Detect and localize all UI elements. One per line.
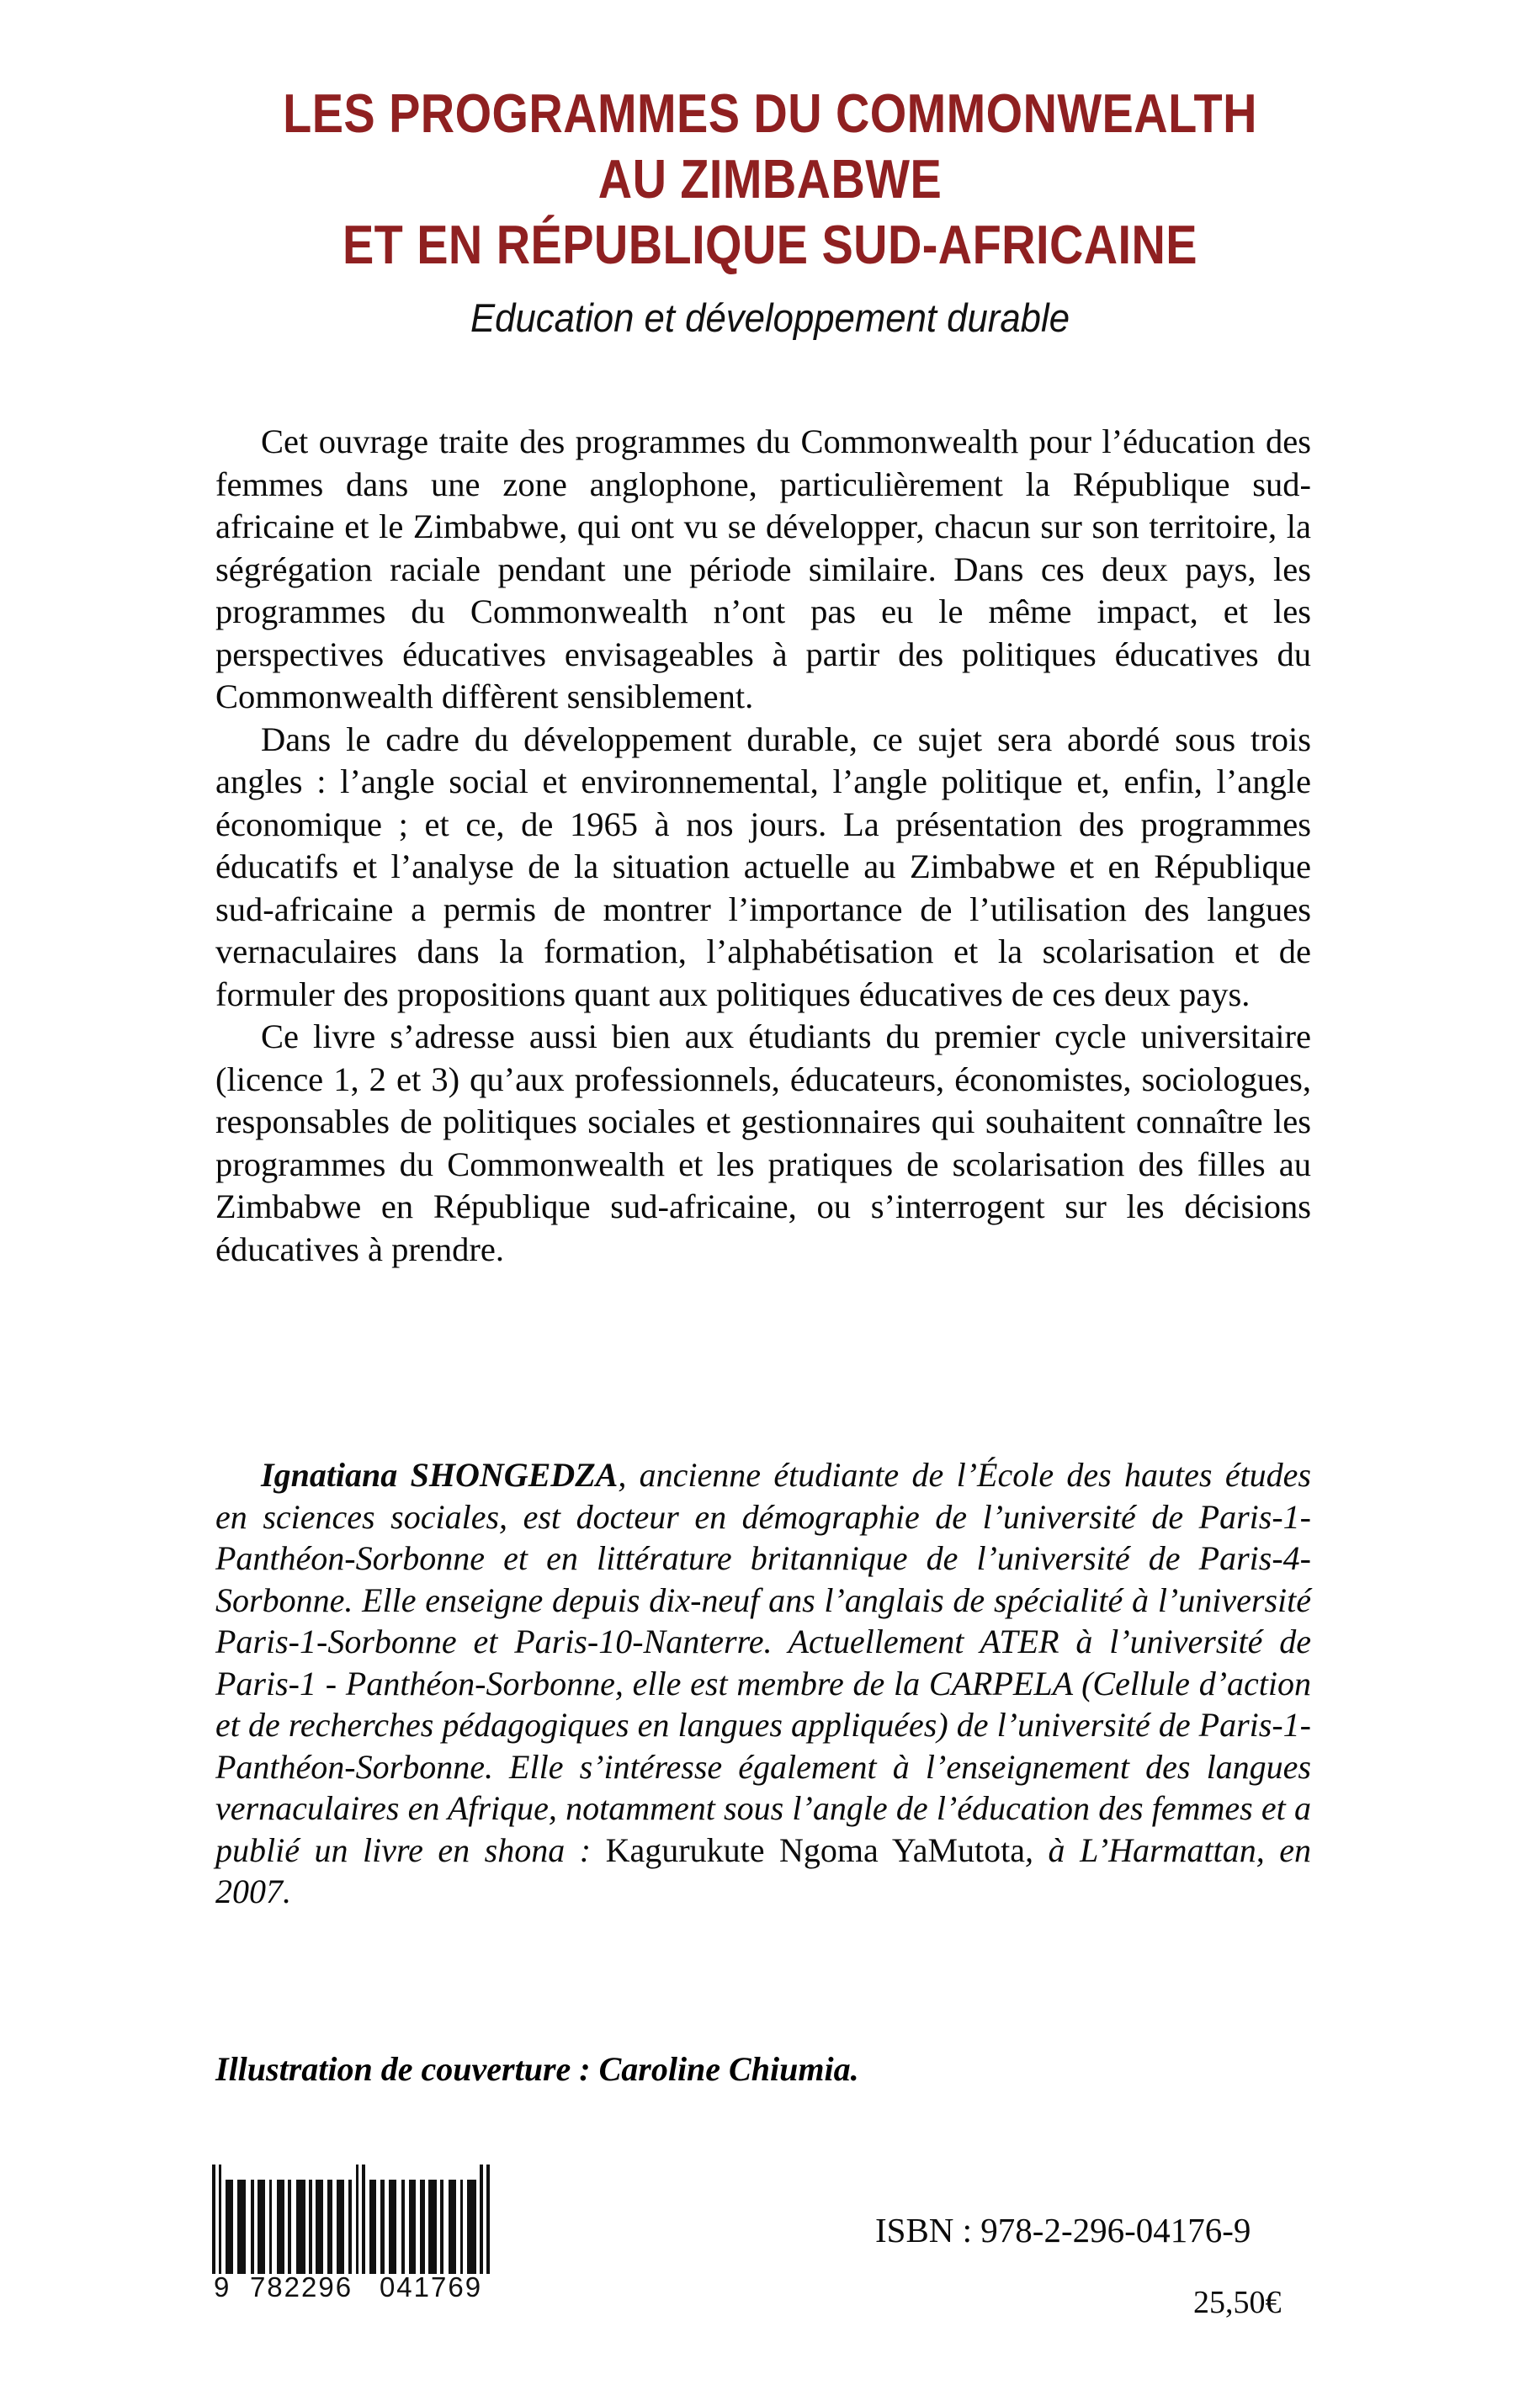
illustration-credit: Illustration de couverture : Caroline Chiumia.: [215, 2050, 859, 2088]
title-block: [177, 81, 1363, 342]
title-line-2: AU ZIMBABWE: [597, 148, 943, 210]
barcode-lead-digit: 9: [214, 2271, 231, 2303]
blurb-paragraph: Cet ouvrage traite des programmes du Commonwealth pour l’éducation des femmes dans une zone anglophone, particulièrement la République sud-africaine et le Zimbabwe, qui ont vu se développer, chacun sur son territoire, la ségrégation raciale pendant une période similaire. Dans ces deux pays, les programmes du Commonwealth n’ont pas eu le même impact, et les perspectives éducatives envisageables à partir des politiques éducatives du Commonwealth diffèrent sensiblement.: [215, 422, 1311, 715]
author-bio-paragraph: [215, 1454, 1311, 1913]
author-bio-tail: , à L’Harmattan, en 2007.: [215, 1830, 1312, 1910]
author-book-title: Kagurukute Ngoma YaMutota: [605, 1830, 1026, 1869]
blurb-text: [215, 421, 1311, 1271]
author-name: Ignatiana SHONGEDZA: [261, 1456, 619, 1494]
title-line-3: ET EN RÉPUBLIQUE SUD-AFRICAINE: [342, 214, 1198, 275]
author-bio: [215, 1454, 1311, 1913]
barcode-left-group: 782296: [249, 2271, 353, 2303]
isbn: ISBN : 978-2-296-04176-9: [875, 2211, 1251, 2250]
subtitle: Education et développement durable: [470, 295, 1070, 340]
barcode-right-group: 041769: [379, 2271, 483, 2303]
barcode-digits: [212, 2271, 490, 2303]
barcode: [212, 2165, 490, 2303]
author-bio-body: , ancienne étudiante de l’École des hautes études en sciences sociales, est docteur en démographie de l’université de Paris-1-Panthéon-Sorbonne et en littérature britannique de l’université de Paris-4-Sorbonne. Elle enseigne depuis dix-neuf ans l’anglais de spécialité à l’université Paris-1-Sorbonne et Paris-10-Nanterre. Actuellement ATER à l’université de Paris-1 - Panthéon-Sorbonne, elle est membre de la CARPELA (Cellule d’action et de recherches pédagogiques en langues appliquées) de l’université de Paris-1-Panthéon-Sorbonne. Elle s’intéresse également à l’enseignement des langues vernaculaires en Afrique, notamment sous l’angle de l’éducation des femmes et a publié un livre en shona :: [215, 1456, 1312, 1869]
blurb-paragraph: Ce livre s’adresse aussi bien aux étudiants du premier cycle universitaire (licence 1, 2 et 3) qu’aux professionnels, éducateurs, économistes, sociologues, responsables de politiques sociales et gestionnaires qui souhaitent connaître les programmes du Commonwealth et les pratiques de scolarisation des filles au Zimbabwe en République sud-africaine, ou s’interrogent sur les décisions éducatives à prendre.: [215, 1017, 1311, 1268]
title-line-1: LES PROGRAMMES DU COMMONWEALTH: [283, 82, 1257, 144]
blurb-paragraph: Dans le cadre du développement durable, ce sujet sera abordé sous trois angles : l’angle social et environnemental, l’angle politique et, enfin, l’angle économique ; et ce, de 1965 à nos jours. La présentation des programmes éducatifs et l’analyse de la situation actuelle au Zimbabwe et en République sud-africaine a permis de montrer l’importance de l’utilisation des langues vernaculaires dans la formation, l’alphabétisation et la scolarisation et de formuler des propositions quant aux politiques éducatives de ces deux pays.: [215, 720, 1311, 1013]
price: 25,50€: [1193, 2285, 1282, 2320]
barcode-bars: [212, 2165, 490, 2274]
